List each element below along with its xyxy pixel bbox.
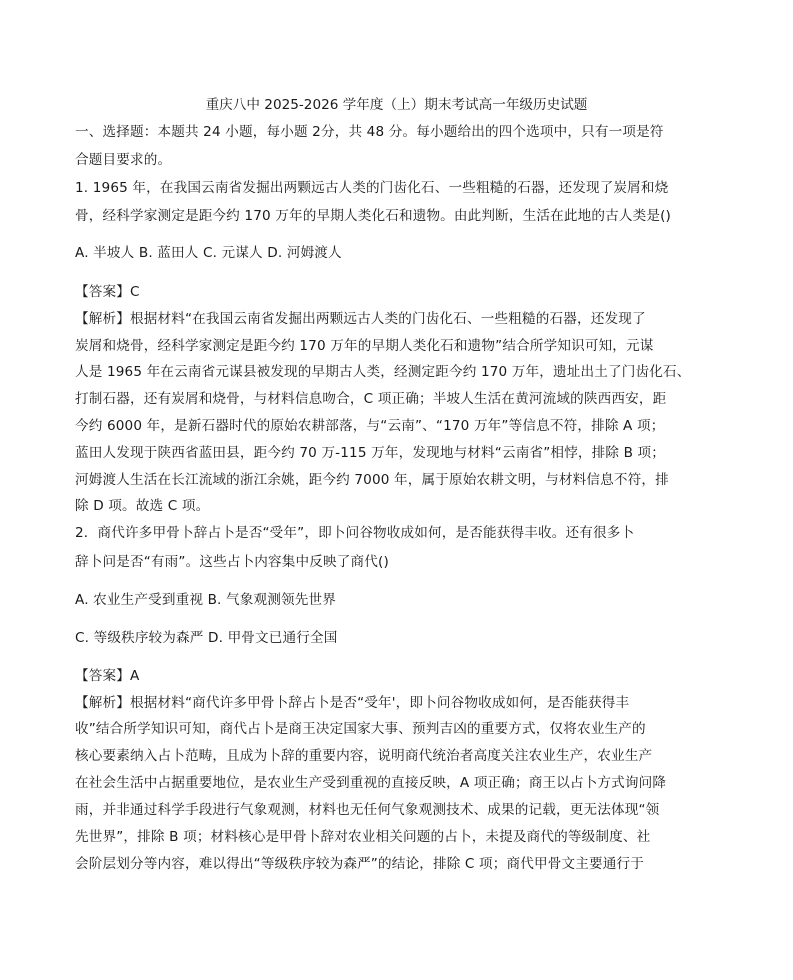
section-intro-line-1: 一、选择题：本题共 24 小题，每小题 2分，共 48 分。每小题给出的四个选项中，只有一项是符	[75, 124, 664, 140]
q2-analysis-line-1: 【解析】根据材料“商代许多甲骨卜辞占卜是否“受年'，即卜问谷物收成如何，是否能获得丰	[75, 695, 630, 711]
q1-analysis-line-8: 除 D 项。故选 C 项。	[75, 498, 210, 514]
q2-stem-line-2: 辞卜问是否“有雨”。这些占卜内容集中反映了商代()	[75, 554, 389, 570]
q1-options: A. 半坡人 B. 蓝田人 C. 元谋人 D. 河姆渡人	[75, 245, 342, 261]
q2-analysis-line-2: 收”结合所学知识可知，商代占卜是商王决定国家大事、预判吉凶的重要方式，仅将农业生产的	[75, 721, 646, 737]
q1-analysis-line-7: 河姆渡人生活在长江流域的浙江余姚，距今约 7000 年，属于原始农耕文明，与材料信息不符，排	[75, 472, 669, 488]
document-title: 重庆八中 2025-2026 学年度（上）期末考试高一年级历史试题	[205, 97, 588, 113]
q1-analysis-line-1: 【解析】根据材料“在我国云南省发掘出两颗远古人类的门齿化石、一些粗糙的石器，还发现了	[75, 311, 646, 327]
q1-analysis-line-4: 打制石器，还有炭屑和烧骨，与材料信息吻合，C 项正确；半坡人生活在黄河流域的陕西西安，距	[75, 391, 667, 407]
q1-analysis-line-5: 今约 6000 年，是新石器时代的原始农耕部落，与“云南”、“170 万年”等信息不符，排除 A 项；	[75, 418, 665, 434]
q2-analysis-line-5: 雨，并非通过科学手段进行气象观测，材料也无任何气象观测技术、成果的记载，更无法体现“领	[75, 802, 660, 818]
q2-options-line-1: A. 农业生产受到重视 B. 气象观测领先世界	[75, 592, 336, 608]
q2-answer: 【答案】A	[75, 668, 140, 684]
q2-options-line-2: C. 等级秩序较为森严 D. 甲骨文已通行全国	[75, 630, 338, 646]
q1-analysis-line-3: 人是 1965 年在云南省元谋县被发现的早期古人类，经测定距今约 170 万年，遗址出土了门齿化石、	[75, 364, 691, 380]
q2-analysis-line-3: 核心要素纳入占卜范畴，且成为卜辞的重要内容，说明商代统治者高度关注农业生产，农业生产	[75, 748, 653, 764]
q2-stem-line-1: 2．商代许多甲骨卜辞占卜是否“受年”，即卜问谷物收成如何，是否能获得丰收。还有很多卜	[75, 525, 635, 541]
q2-analysis-line-4: 在社会生活中占据重要地位，是农业生产受到重视的直接反映，A 项正确；商王以占卜方式询问降	[75, 775, 667, 791]
q2-analysis-line-6: 先世界”，排除 B 项；材料核心是甲骨卜辞对农业相关问题的占卜，未提及商代的等级制度、社	[75, 829, 651, 845]
q1-stem-line-1: 1. 1965 年，在我国云南省发掘出两颗远古人类的门齿化石、一些粗糙的石器，还发现了炭屑和烧	[75, 180, 669, 196]
q1-stem-line-2: 骨，经科学家测定是距今约 170 万年的早期人类化石和遗物。由此判断，生活在此地的古人类是()	[75, 208, 671, 224]
q1-answer: 【答案】C	[75, 284, 140, 300]
q1-analysis-line-2: 炭屑和烧骨，经科学家测定是距今约 170 万年的早期人类化石和遗物”结合所学知识可知，元谋	[75, 338, 654, 354]
q1-analysis-line-6: 蓝田人发现于陕西省蓝田县，距今约 70 万-115 万年，发现地与材料“云南省”相悖，排除 B 项；	[75, 445, 666, 461]
q2-analysis-line-7: 会阶层划分等内容，难以得出“等级秩序较为森严”的结论，排除 C 项；商代甲骨文主要通行于	[75, 856, 644, 872]
section-intro-line-2: 合题目要求的。	[75, 152, 172, 168]
